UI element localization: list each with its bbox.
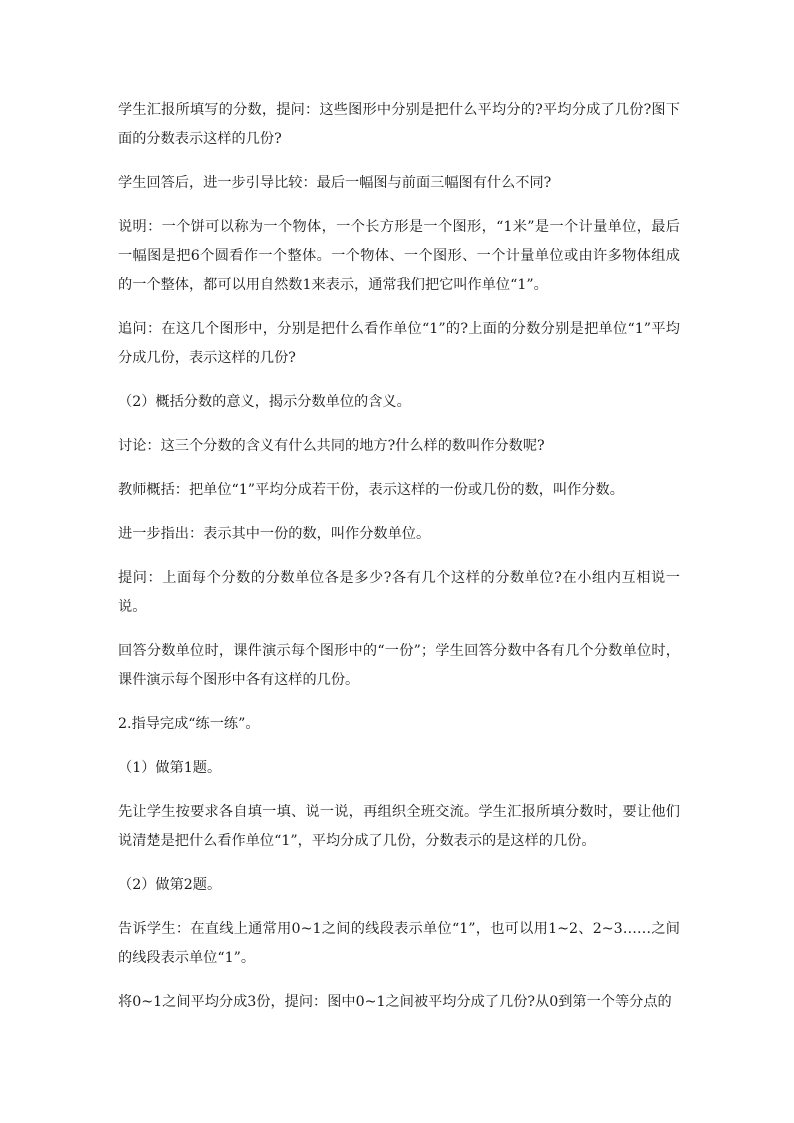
paragraph-discussion: 讨论：这三个分数的含义有什么共同的地方?什么样的数叫作分数呢? bbox=[118, 438, 545, 454]
paragraph-practice-heading: 2.指导完成“练一练”。 bbox=[118, 716, 260, 732]
paragraph-teacher-summary: 教师概括：把单位“1”平均分成若干份，表示这样的一份或几份的数，叫作分数。 bbox=[118, 482, 624, 498]
paragraph-section-2-heading: （2）概括分数的意义，揭示分数单位的含义。 bbox=[118, 394, 411, 410]
paragraph-student-report: 学生汇报所填写的分数，提问：这些图形中分别是把什么平均分的?平均分成了几份?图下面的分数表示这样的几份? bbox=[118, 102, 680, 147]
paragraph-exercise-1-instructions: 先让学生按要求各自填一填、说一说，再组织全班交流。学生汇报所填分数时，要让他们说清楚是把什么看作单位“1”，平均分成了几份，分数表示的是这样的几份。 bbox=[118, 804, 680, 849]
document-page bbox=[118, 96, 680, 1032]
paragraph-number-line-explanation: 告诉学生：在直线上通常用0~1之间的线段表示单位“1”，也可以用1~2、2~3……之间的线段表示单位“1”。 bbox=[118, 921, 680, 966]
paragraph-compare: 学生回答后，进一步引导比较：最后一幅图与前面三幅图有什么不同? bbox=[118, 175, 552, 191]
paragraph-follow-up-question: 追问：在这几个图形中，分别是把什么看作单位“1”的?上面的分数分别是把单位“1”平均分成几份，表示这样的几份? bbox=[118, 321, 680, 366]
paragraph-number-line-question: 将0~1之间平均分成3份，提问：图中0~1之间被平均分成了几份?从0到第一个等分点的 bbox=[118, 994, 672, 1010]
paragraph-exercise-2: （2）做第2题。 bbox=[118, 877, 222, 893]
paragraph-exercise-1: （1）做第1题。 bbox=[118, 760, 222, 776]
paragraph-question-units: 提问：上面每个分数的分数单位各是多少?各有几个这样的分数单位?在小组内互相说一说。 bbox=[118, 570, 680, 615]
paragraph-fraction-unit: 进一步指出：表示其中一份的数，叫作分数单位。 bbox=[118, 526, 431, 542]
paragraph-courseware-demo: 回答分数单位时，课件演示每个图形中的“一份”；学生回答分数中各有几个分数单位时，课件演示每个图形中各有这样的几份。 bbox=[118, 643, 680, 688]
paragraph-explanation: 说明：一个饼可以称为一个物体，一个长方形是一个图形，“1米”是一个计量单位，最后一幅图是把6个圆看作一个整体。一个物体、一个图形、一个计量单位或由许多物体组成的一个整体，都可以用自然数1来表示，通常我们把它叫作单位“1”。 bbox=[118, 219, 680, 293]
